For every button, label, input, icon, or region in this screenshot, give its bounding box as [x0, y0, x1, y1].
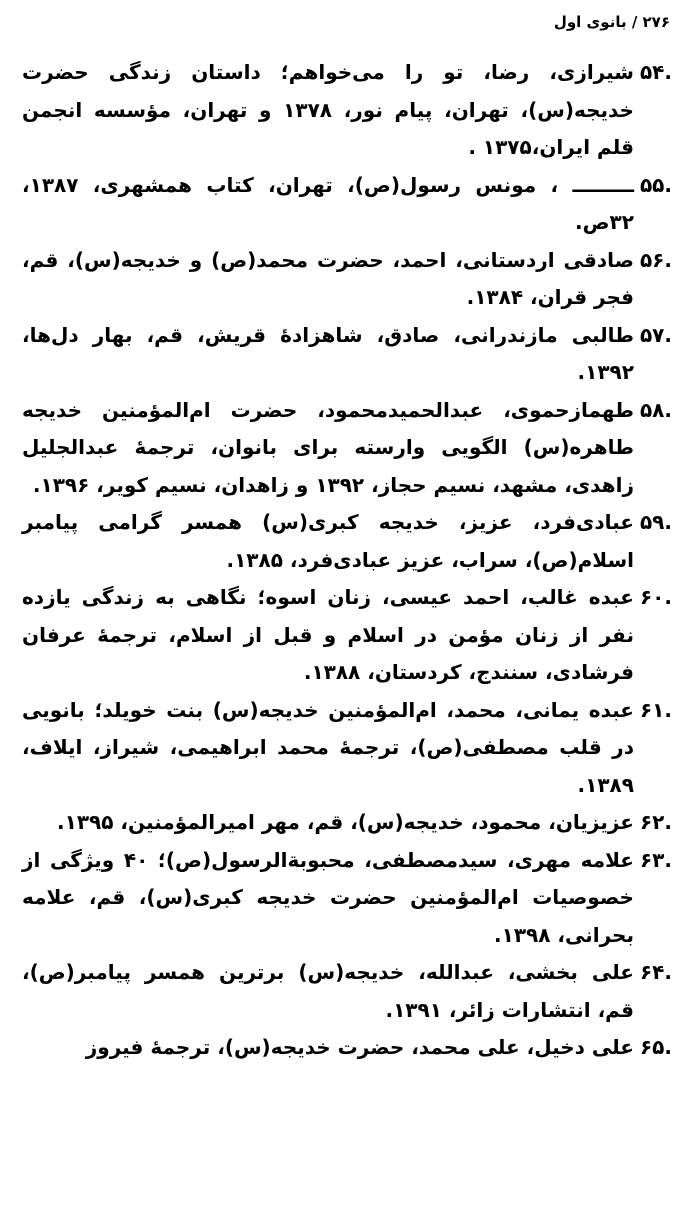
reference-entry: [22, 954, 672, 1029]
reference-text: علامه مهری، سیدمصطفی، محبوبةالرسول(ص)؛ ۴۰ ویژگی از خصوصیات ام‌المؤمنین حضرت خدیجه کبری(س)، قم، علامه بحرانی، ۱۳۹۸.: [22, 847, 634, 947]
reference-number: .۵۶: [639, 247, 672, 272]
reference-text: علی دخیل، علی محمد، حضرت خدیجه(س)، ترجمۀ فیروز: [85, 1035, 634, 1059]
reference-text: طهمازحموی، عبدالحمیدمحمود، حضرت ام‌المؤمنین خدیجه طاهره(س) الگویی وارسته برای بانوان، ترجمۀ عبدالجلیل زاهدی، مشهد، نسیم حجاز، ۱۳۹۲ و زاهدان، نسیم کویر، ۱۳۹۶.: [22, 397, 634, 497]
reference-text: صادقی اردستانی، احمد، حضرت محمد(ص) و خدیجه(س)، قم، فجر قران، ۱۳۸۴.: [22, 247, 634, 309]
reference-entry: [22, 317, 672, 392]
reference-number: .۵۹: [639, 510, 672, 534]
reference-entry: [22, 579, 672, 692]
reference-text: عبادی‌فرد، عزیز، خدیجه کبری(س) همسر گرامی پیامبر اسلام(ص)، سراب، عزیز عبادی‌فرد، ۱۳۸۵.: [22, 510, 634, 572]
reference-entry: [22, 167, 672, 242]
reference-text: ـــــــــ ، مونس رسول(ص)، تهران، کتاب همشهری، ۱۳۸۷، ۳۲ص.: [22, 172, 634, 234]
reference-entry: [22, 804, 672, 842]
reference-text: عبده غالب، احمد عیسی، زنان اسوه؛ نگاهی به زندگی یازده نفر از زنان مؤمن در اسلام و قبل از اسلام، ترجمۀ عرفان فرشادی، سنندج، کردستان، ۱۳۸۸.: [22, 585, 634, 684]
running-header: ۲۷۶ / بانوی اول: [553, 13, 670, 31]
reference-number: .۶۳: [639, 847, 672, 872]
reference-entry: [22, 392, 672, 505]
reference-text: عزیزیان، محمود، خدیجه(س)، قم، مهر امیرالمؤمنین، ۱۳۹۵.: [57, 810, 634, 834]
reference-number: .۶۲: [639, 810, 672, 834]
reference-entry: [22, 54, 672, 167]
reference-text: عبده یمانی، محمد، ام‌المؤمنین خدیجه(س) بنت خویلد؛ بانویی در قلب مصطفی(ص)، ترجمۀ محمد ابراهیمی، شیراز، ایلاف، ۱۳۸۹.: [22, 697, 634, 797]
reference-entry: [22, 504, 672, 579]
reference-number: .۵۷: [639, 322, 672, 347]
reference-entry: [22, 242, 672, 317]
reference-text: طالبی مازندرانی، صادق، شاهزادۀ قریش، قم، بهار دل‌ها، ۱۳۹۲.: [22, 322, 634, 384]
reference-number: .۶۵: [639, 1035, 672, 1059]
reference-number: .۶۰: [639, 585, 672, 609]
reference-number: .۶۴: [639, 960, 672, 984]
reference-entry: [22, 1029, 672, 1067]
reference-number: .۵۸: [639, 397, 672, 422]
bibliography-list: [22, 54, 672, 1067]
reference-number: .۵۵: [639, 172, 672, 197]
reference-entry: [22, 842, 672, 955]
reference-text: علی بخشی، عبدالله، خدیجه(س) برترین همسر پیامبر(ص)، قم، انتشارات زائر، ۱۳۹۱.: [22, 960, 634, 1022]
reference-number: .۵۴: [639, 60, 672, 84]
reference-entry: [22, 692, 672, 805]
reference-text: شیرازی، رضا، تو را می‌خواهم؛ داستان زندگی حضرت خدیجه(س)، تهران، پیام نور، ۱۳۷۸ و تهران، مؤسسه انجمن قلم ایران،۱۳۷۵ .: [22, 60, 634, 159]
reference-number: .۶۱: [639, 697, 672, 722]
